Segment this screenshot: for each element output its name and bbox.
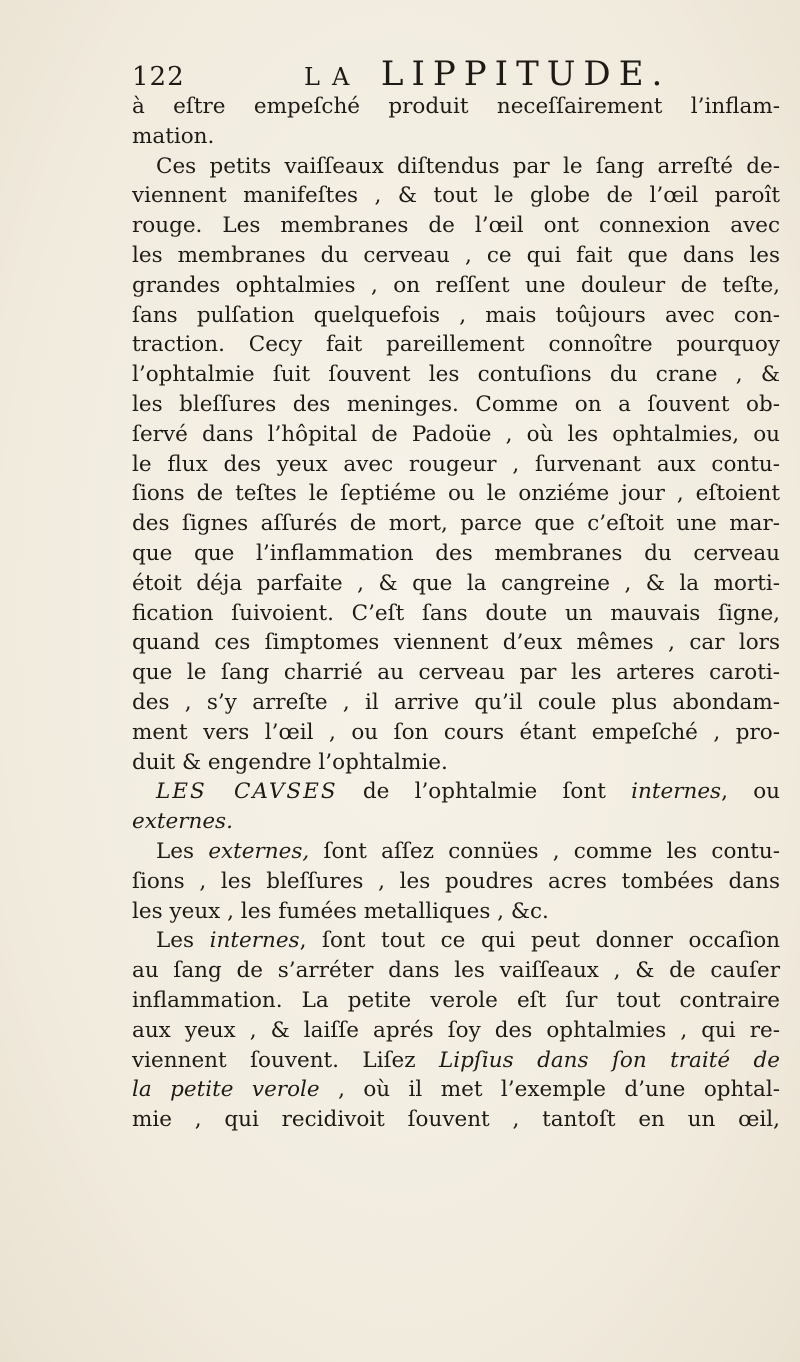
text-line: les bleſſures des meninges. Comme on a ſouvent ob- [132,391,780,417]
externes-word: externes, [208,838,310,864]
text-line: viennent manifeſtes , & tout le globe de l’œil paroît [132,183,780,209]
text-line: quand ces ſimptomes viennent d’eux mêmes , car lors [132,630,780,656]
text-line [132,1046,780,1076]
text-line: traction. Cecy fait pareillement connoître pourquoy [132,332,780,358]
text-line: duit & engendre l’ophtalmie. [132,749,448,775]
text-line [132,1075,780,1105]
text-line [132,807,780,837]
text-line: le flux des yeux avec rougeur , ſurvenant aux contu- [132,451,780,477]
externes-lead: Les [156,838,195,864]
internes-word: internes [209,928,300,954]
text-line: que que l’inflammation des membranes du cerveau [132,540,780,566]
internes-rest: , ſont tout ce qui peut donner occaſion [299,928,780,954]
text-line: à eſtre empeſché produit neceſſairement l’inflam- [132,94,780,119]
text-line: les membranes du cerveau , ce qui fait que dans les [132,242,780,268]
after-reference: , où il met l’exemple d’une ophtal- [338,1077,780,1103]
externes-para-first-line [132,837,780,867]
text-line: l’ophtalmie ſuit ſouvent les contuſions du crane , & [132,362,780,388]
word-externes: externes. [132,809,233,835]
text-line: ſans pulſation quelquefois , mais toûjours avec con- [132,302,780,328]
causes-heading: LES CAVSES [156,779,338,805]
text-line: ſervé dans l’hôpital de Padoüe , où les ophtalmies, ou [132,421,780,447]
text-line: des , s’y arreſte , il arrive qu’il coule plus abondam- [132,689,780,715]
page-header [132,52,772,96]
running-title-main: LIPPITUDE. [380,54,671,94]
running-title-article: LA [304,63,381,91]
text-line: des ſignes aſſurés de mort, parce que c’eſtoit une mar- [132,511,780,537]
text-line: étoit déja parfaite , & que la cangreine , & la morti- [132,570,780,596]
page-number: 122 [132,62,185,92]
text-line: au ſang de s’arréter dans les vaiſſeaux , & de cauſer [132,958,780,984]
internes-lead: Les [156,928,195,954]
causes-line [132,777,780,807]
running-title [304,54,670,94]
text-line: Ces petits vaiſſeaux diſtendus par le ſang arreſté de- [156,153,780,179]
italic-reference-2: la petite verole [132,1077,320,1103]
text-line: mie , qui recidivoit ſouvent , tantoſt en un œil, [132,1107,780,1133]
causes-line-rest: de l’ophtalmie ſont [362,779,606,805]
word-internes: internes [631,779,722,805]
word-ou: , ou [721,779,780,805]
externes-rest: ſont aſſez connües , comme les contu- [323,838,781,864]
internes-para-first-line [132,926,780,956]
text-line: rouge. Les membranes de l’œil ont connexion avec [132,213,780,239]
text-line: ſions , les bleſſures , les poudres acres tombées dans [132,868,780,894]
italic-reference: Lipſius dans ſon traité de [439,1047,780,1073]
page-body [132,92,780,1135]
text-line: inflammation. La petite verole eſt ſur tout contraire [132,987,780,1013]
text-line: que le ſang charrié au cerveau par les arteres caroti- [132,660,780,686]
text-line: mation. [132,123,215,149]
text-line: grandes ophtalmies , on reſſent une douleur de teſte, [132,272,780,298]
text-line: aux yeux , & laiſſe aprés ſoy des ophtalmies , qui re- [132,1017,780,1043]
text-line: fication ſuivoient. C’eſt ſans doute un mauvais ſigne, [132,600,780,626]
text-line: ment vers l’œil , ou ſon cours étant empeſché , pro- [132,719,780,745]
text-line: ſions de teſtes le ſeptiéme ou le onziéme jour , eſtoient [132,481,780,507]
internes-line-start: viennent ſouvent. Liſez [132,1047,416,1073]
text-line: les yeux , les fumées metalliques , &c. [132,898,549,924]
